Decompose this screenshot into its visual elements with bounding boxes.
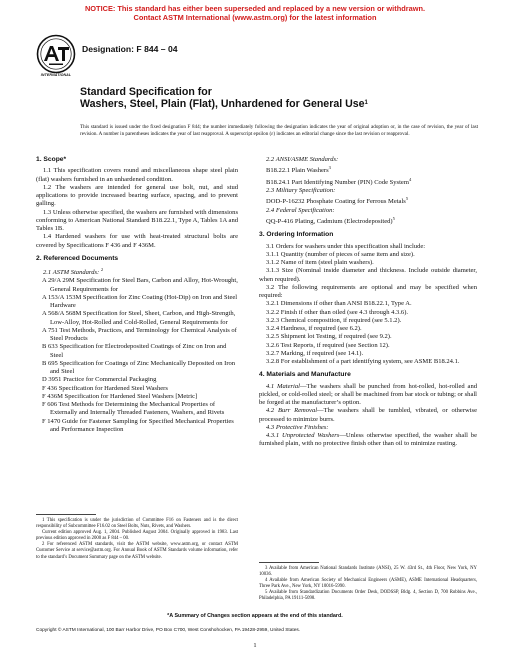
title-line-2-text: Washers, Steel, Plain (Flat), Unhardened for General Use: [80, 98, 365, 111]
notice-line-1: NOTICE: This standard has either been superseded and replaced by a new version or withdrawn.: [84, 4, 426, 13]
astm-logo-icon: [36, 34, 76, 74]
paragraph-3-2-2: 3.2.2 Finish if other than oiled (see 4.3 through 4.3.6).: [266, 308, 409, 316]
reference-item: F 606 Test Methods for Determining the Mechanical Properties of Externally and Internally Threaded Fasteners, Washers, and Rivets: [42, 401, 225, 417]
right-footnotes: [259, 566, 477, 603]
issued-note: This standard is issued under the fixed designation F 844; the number immediately following the designation indicates the year of original adoption or, in the case of revision, the year of last revision. A number in parentheses indicates the year of last reapproval. A superscript epsilon (ε) indicates an editorial change since the last revision or reapproval.: [80, 124, 478, 137]
left-footnotes: [36, 518, 238, 561]
designation: Designation: F 844 – 04: [82, 44, 178, 54]
paragraph-4-1-label: 4.1 Material: [266, 382, 300, 390]
reference-item: F 436 Specification for Hardened Steel Washers: [42, 384, 168, 392]
paragraph-4-2-label: 4.2 Burr Removal: [266, 407, 318, 415]
paragraph-3-2-4: 3.2.4 Hardness, if required (see 6.2).: [266, 325, 362, 333]
footnote-1-edition: Current edition approved Aug. 1, 2004. Published August 2004. Originally approved in 1983. Last previous edition approved in 2000 as F 844 – 00.: [36, 530, 238, 542]
paragraph-4-3-1-label: 4.3.1 Unprotected Washers: [266, 432, 340, 440]
footnote-5: 5 Available from Standardization Documents Order Desk, DODSSP, Bldg. 4, Section D, 700 Robbins Ave., Philadelphia, PA 19111-5098.: [259, 590, 477, 602]
military-spec-item-mark: 5: [405, 196, 409, 202]
astm-logo-graphic: [36, 34, 76, 74]
paragraph-4-1: [259, 383, 477, 408]
paragraph-3-1-3: 3.1.3 Size (Nominal inside diameter and thickness. Include outside diameter, when required).: [259, 267, 477, 283]
paragraph-4-2: [259, 407, 477, 424]
logo-caption: INTERNATIONAL: [40, 73, 72, 77]
military-spec-item-text: DOD-P-16232 Phosphate Coating for Ferrous Metals: [266, 198, 406, 206]
reference-item: A 29/A 29M Specification for Steel Bars, Carbon and Alloy, Hot-Wrought, General Requirements for: [42, 277, 238, 293]
section-heading-ordering: 3. Ordering Information: [259, 231, 334, 239]
military-spec-item: [259, 195, 477, 206]
reference-item: A 153/A 153M Specification for Zinc Coating (Hot-Dip) on Iron and Steel Hardware: [42, 293, 238, 310]
ansi-item-2-mark: 4: [408, 176, 412, 182]
ansi-item-2: [259, 176, 477, 187]
paragraph-1-4: 1.4 Hardened washers for use with heat-treated structural bolts are covered by Specifications F 436 and F 436M.: [36, 233, 238, 249]
footnote-divider-left: [36, 514, 96, 515]
paragraph-3-2: 3.2 The following requirements are optional and may be specified when required:: [259, 283, 477, 300]
military-spec-heading: 2.3 Military Specification:: [266, 187, 336, 195]
astm-standards-heading-text: 2.1 ASTM Standards:: [43, 269, 100, 277]
reference-item: B 695 Specification for Coatings of Zinc Mechanically Deposited on Iron and Steel: [42, 359, 236, 376]
reference-item: F 436M Specification for Hardened Steel Washers [Metric]: [42, 392, 198, 400]
paragraph-4-3-1: [259, 432, 477, 449]
footnote-divider-right: [259, 562, 319, 563]
astm-footnote-mark: 2: [100, 267, 104, 272]
page-number: 1: [253, 642, 257, 649]
left-column: [36, 156, 238, 434]
reference-item: B 633 Specification for Electrodeposited Coatings of Zinc on Iron and Steel: [42, 343, 227, 359]
right-column: [259, 156, 477, 449]
notice-line-2: Contact ASTM International (www.astm.org) for the latest information: [133, 13, 377, 22]
paragraph-3-2-6: 3.2.6 Test Reports, if required (see Section 12).: [266, 341, 390, 349]
standard-title: [80, 86, 480, 111]
ansi-item-1-mark: 3: [328, 165, 331, 171]
footnote-4: 4 Available from American Society of Mechanical Engineers (ASME), ASME International Headquarters, Three Park Ave., New York, NY 10016-5990.: [259, 578, 477, 590]
ansi-item-2-text: B18.24.1 Part Identifying Number (PIN) Code System: [266, 178, 409, 186]
title-footnote-mark: 1: [364, 100, 368, 107]
title-line-2: [80, 98, 480, 110]
section-heading-materials: 4. Materials and Manufacture: [259, 371, 351, 379]
reference-item: F 1470 Guide for Fastener Sampling for Specified Mechanical Properties and Performance Inspection: [42, 417, 234, 433]
paragraph-1-1: 1.1 This specification covers round and miscellaneous shape steel plain (flat) washers furnished in an unhardened condition.: [36, 167, 238, 183]
paragraph-3-1-1: 3.1.1 Quantity (number of pieces of same item and size).: [266, 250, 415, 258]
paragraph-3-2-3: 3.2.3 Chemical composition, if required (see 5.1.2).: [266, 316, 402, 324]
reference-item: A 568/A 568M Specification for Steel, Sheet, Carbon, and High-Strength, Low-Alloy, Hot-Rolled and Cold-Rolled, General Requirements for: [42, 310, 236, 326]
federal-spec-heading: 2.4 Federal Specification:: [266, 206, 335, 214]
federal-spec-item: [259, 215, 477, 226]
paragraph-1-3: 1.3 Unless otherwise specified, the washers are furnished with dimensions conforming to American National Standard B18.22.1, Type A, Tables 1A and Tables 1B.: [36, 208, 238, 232]
copyright-line: Copyright © ASTM International, 100 Barr Harbor Drive, PO Box C700, West Conshohocken, PA 19428-2959, United States.: [36, 628, 301, 633]
reference-item: D 3951 Practice for Commercial Packaging: [42, 376, 157, 384]
federal-spec-item-mark: 5: [392, 216, 395, 222]
section-heading-referenced-documents: 2. Referenced Documents: [36, 254, 119, 262]
paragraph-4-3-1-text: —Unless otherwise specified, the washer shall be furnished plain, with no protective finish other than oil to minimize rusting.: [259, 432, 477, 448]
paragraph-3-1-2: 3.1.2 Name of item (steel plain washers).: [266, 259, 374, 267]
ansi-item-1: [259, 164, 477, 175]
paragraph-4-2-text: —The washers shall be tumbled, vibrated, or otherwise processed to minimize burrs.: [259, 407, 478, 423]
paragraph-4-3: 4.3 Protective Finishes:: [266, 423, 329, 431]
astm-standards-heading: [36, 266, 238, 277]
ansi-item-1-text: B18.22.1 Plain Washers: [266, 167, 329, 175]
ansi-standards-heading: 2.2 ANSI/ASME Standards:: [266, 156, 339, 163]
paragraph-3-1: 3.1 Orders for washers under this specification shall include:: [266, 242, 426, 250]
section-heading-scope: 1. Scope*: [36, 156, 67, 163]
paragraph-1-2: 1.2 The washers are intended for general use bolt, nut, and stud applications to provide increased bearing surface, spacing, and to prevent galling.: [36, 183, 238, 208]
summary-of-changes-note: *A Summary of Changes section appears at the end of this standard.: [167, 613, 343, 619]
footnote-2: 2 For referenced ASTM standards, visit the ASTM website, www.astm.org, or contact ASTM Customer Service at service@astm.org. For Annual Book of ASTM Standards volume information, refer to the standard’s Document Summary page on the ASTM website.: [36, 542, 238, 560]
federal-spec-item-text: QQ-P-416 Plating, Cadmium (Electrodeposited): [266, 218, 393, 226]
paragraph-3-2-5: 3.2.5 Shipment lot Testing, if required (see 9.2).: [266, 333, 392, 341]
footnote-1: 1 This specification is under the jurisdiction of Committee F16 on Fasteners and is the direct responsibility of Subcommittee F16.02 on Steel Bolts, Nuts, Rivets, and Washers.: [36, 518, 238, 530]
paragraph-3-2-8: 3.2.8 For establishment of a part identifying system, see ASME B18.24.1.: [266, 358, 460, 366]
reference-item: A 751 Test Methods, Practices, and Terminology for Chemical Analysis of Steel Products: [42, 326, 237, 343]
title-line-1: Standard Specification for: [80, 86, 212, 98]
withdrawal-notice: [0, 4, 510, 22]
paragraph-3-2-1: 3.2.1 Dimensions if other than ANSI B18.22.1, Type A.: [266, 300, 412, 308]
paragraph-3-2-7: 3.2.7 Marking, if required (see 14.1).: [266, 349, 364, 357]
paragraph-4-1-text: —The washers shall be punched from hot-rolled, hot-rolled and pickled, or cold-rolled steel; or shall be machined from bar stock or tubing; or shall be forged at the manufacturer’s option.: [259, 382, 477, 407]
footnote-3: 3 Available from American National Standards Institute (ANSI), 25 W. 43rd St., 4th Floor, New York, NY 10036.: [259, 566, 477, 578]
